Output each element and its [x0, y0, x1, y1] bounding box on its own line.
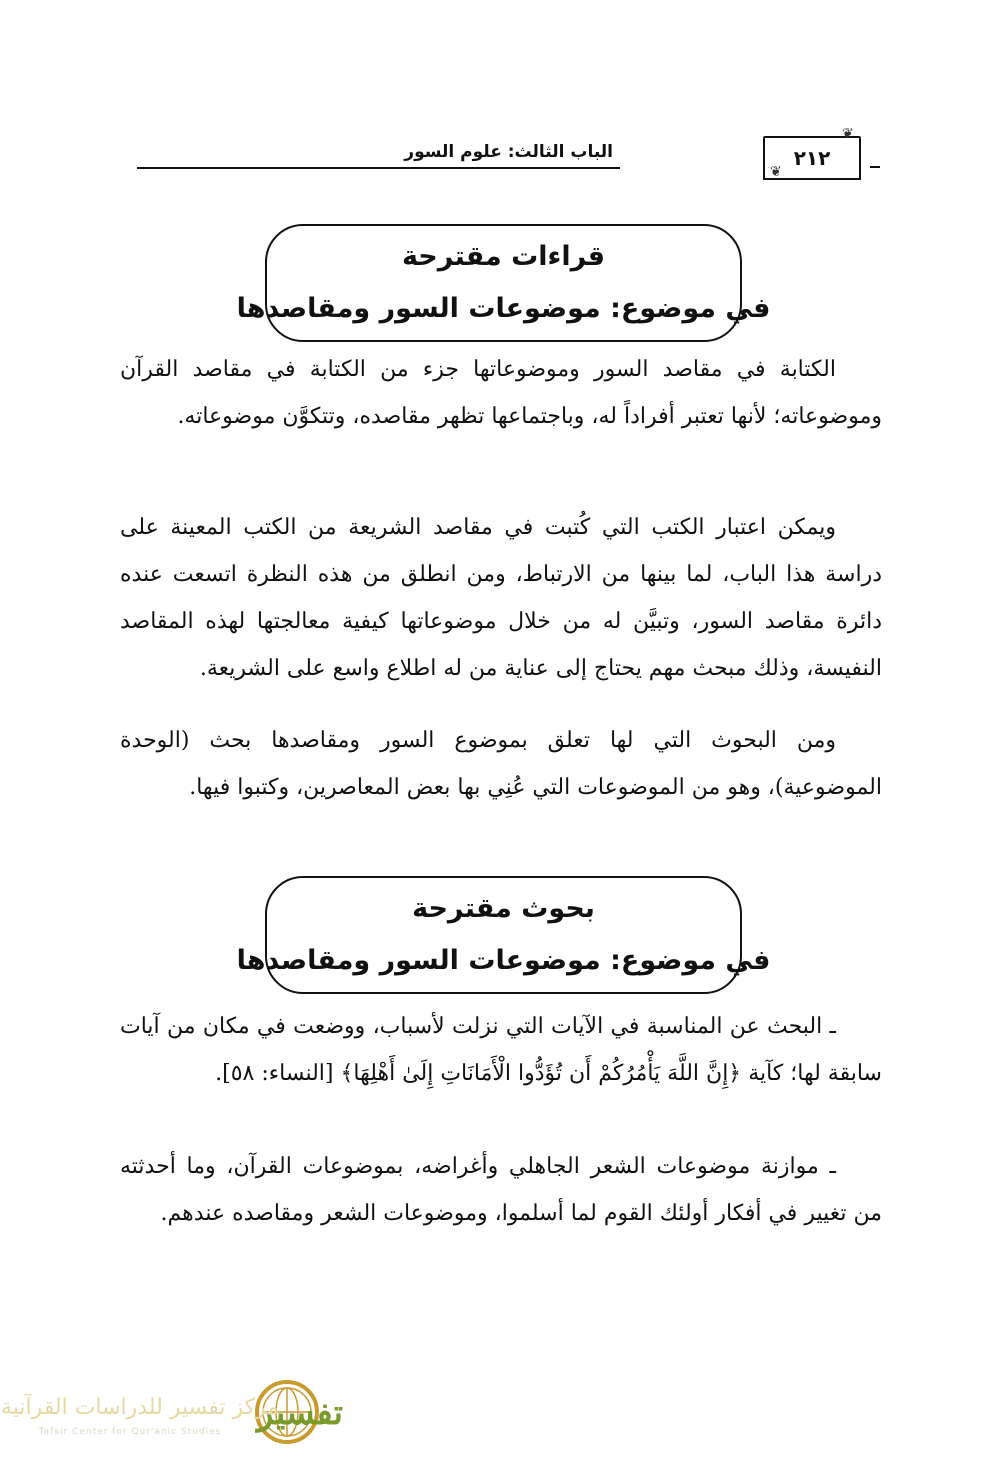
logo-graphic — [0, 1372, 360, 1455]
header-rule — [137, 167, 620, 169]
header-dash — [870, 166, 880, 168]
box-title: قراءات مقترحة — [401, 241, 606, 272]
paragraph: ومن البحوث التي لها تعلق بموضوع السور ومقاصدها بحث (الوحدة الموضوعية)، وهو من الموضوعات التي عُنِي بها بعض المعاصرين، وكتبوا فيها. — [120, 728, 882, 800]
paragraph: الكتابة في مقاصد السور وموضوعاتها جزء من الكتابة في مقاصد القرآن وموضوعاته؛ لأنها تعتبر أفراداً له، وباجتماعها تظهر مقاصده، وتتكوَّن موضوعاته. — [120, 357, 882, 429]
tafsir-center-logo — [0, 1372, 360, 1455]
chapter-title: الباب الثالث: علوم السور — [404, 142, 613, 162]
paragraph: ويمكن اعتبار الكتب التي كُتبت في مقاصد الشريعة من الكتب المعينة على دراسة هذا الباب، لما بينها من الارتباط، ومن انطلق من هذه النظرة اتسعت عنده دائرة مقاصد السور، وتبيَّن له من خلال موضوعاتها كيفية معالجتها لهذه المقاصد النفيسة، وذلك مبحث مهم يحتاج إلى عناية من له اطلاع واسع على الشريعة. — [120, 515, 882, 681]
suggested-research-box — [236, 876, 771, 994]
box-title: بحوث مقترحة — [412, 893, 595, 924]
logo-arabic-name: تفسير — [256, 1393, 344, 1433]
ornament-icon: ❦ — [842, 126, 854, 142]
running-header — [0, 120, 1005, 190]
logo-arabic-center: مركز تفسير للدراسات القرآنية — [0, 1395, 280, 1420]
ornament-icon: ❦ — [770, 164, 782, 180]
list-item: ـ موازنة موضوعات الشعر الجاهلي وأغراضه، بموضوعات القرآن، وما أحدثته من تغيير في أفكار أولئك القوم لما أسلموا، وموضوعات الشعر ومقاصده عندهم. — [120, 1154, 882, 1226]
page-number: ٢١٢ — [793, 146, 831, 170]
suggested-readings-box — [236, 224, 771, 342]
box-subtitle: في موضوع: موضوعات السور ومقاصدها — [236, 945, 771, 976]
list-item: ـ البحث عن المناسبة في الآيات التي نزلت لأسباب، ووضعت في مكان من آيات سابقة لها؛ كآية ﴿إِنَّ اللَّهَ يَأْمُرُكُمْ أَن تُؤَدُّوا الْأَمَانَاتِ إِلَىٰ أَهْلِهَا﴾ [النساء: ٥٨]. — [120, 1014, 882, 1086]
box-subtitle: في موضوع: موضوعات السور ومقاصدها — [236, 293, 771, 324]
logo-english-text: Tafsir Center for Qur'anic Studies — [38, 1427, 222, 1437]
